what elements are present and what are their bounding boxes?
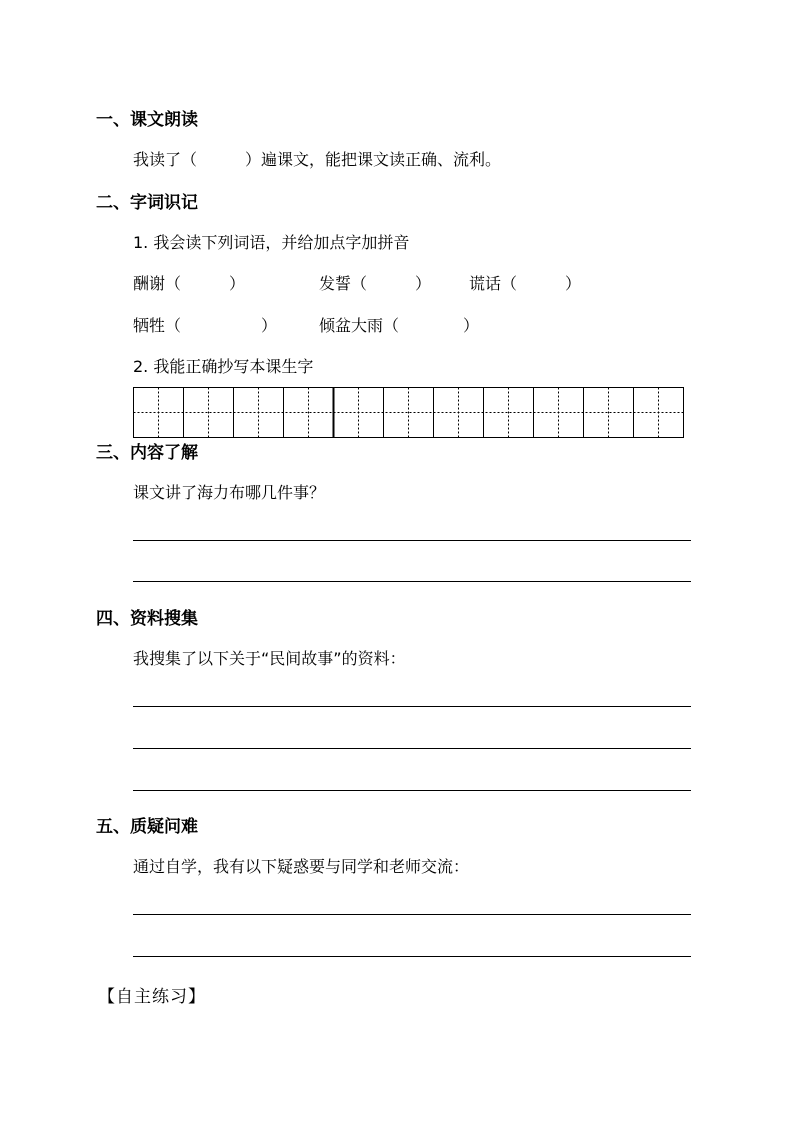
tianzige-grid-svg xyxy=(133,387,685,439)
word-pinyin-item: 发誓（ ） xyxy=(319,274,432,293)
word-pinyin-item: 牺牲（ ） xyxy=(133,316,278,335)
answer-line[interactable] xyxy=(133,581,691,582)
character-writing-grid xyxy=(133,387,685,439)
task-2-instruction: 2. 我能正确抄写本课生字 xyxy=(133,357,314,376)
answer-line[interactable] xyxy=(133,914,691,915)
material-prompt: 我搜集了以下关于“民间故事”的资料： xyxy=(133,649,406,668)
task-1-instruction: 1. 我会读下列词语，并给加点字加拼音 xyxy=(133,233,410,252)
answer-line[interactable] xyxy=(133,956,691,957)
answer-line[interactable] xyxy=(133,706,691,707)
word-pinyin-item: 倾盆大雨（ ） xyxy=(319,316,480,335)
word-pinyin-item: 谎话（ ） xyxy=(469,274,582,293)
section-2-heading: 二、字词识记 xyxy=(96,193,198,213)
self-practice-label: 【自主练习】 xyxy=(98,987,206,1007)
section-1-heading: 一、课文朗读 xyxy=(96,110,198,130)
answer-line[interactable] xyxy=(133,748,691,749)
section-4-heading: 四、资料搜集 xyxy=(96,609,198,629)
content-question: 课文讲了海力布哪几件事？ xyxy=(133,483,326,502)
reading-count-sentence: 我读了（ ）遍课文，能把课文读正确、流利。 xyxy=(133,150,502,169)
questions-prompt: 通过自学，我有以下疑惑要与同学和老师交流： xyxy=(133,857,470,876)
section-3-heading: 三、内容了解 xyxy=(96,443,198,463)
section-5-heading: 五、质疑问难 xyxy=(96,817,198,837)
answer-line[interactable] xyxy=(133,790,691,791)
word-pinyin-item: 酬谢（ ） xyxy=(133,274,246,293)
answer-line[interactable] xyxy=(133,540,691,541)
